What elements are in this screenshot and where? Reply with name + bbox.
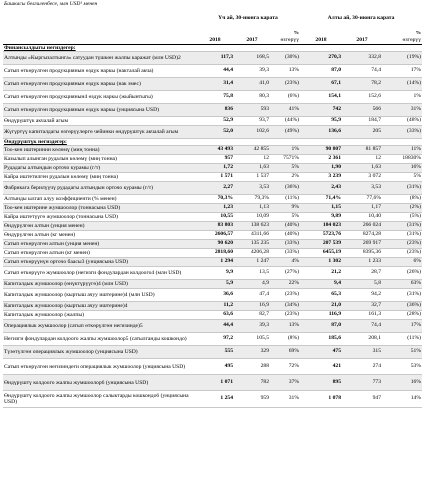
change-h: 63% [382, 280, 422, 289]
value-h-2017: 315 [342, 346, 382, 359]
row-label: Сатып өткөрүлгөн алтын (унция менен) [3, 240, 196, 249]
value-q-2017: 39,3 [234, 65, 270, 78]
change-q: 41% [270, 104, 300, 117]
value-h-2017: 947 [342, 391, 382, 408]
value-h-2018: 270,3 [300, 52, 342, 65]
change-h: 31% [382, 104, 422, 117]
value-q-2018: 5,9 [196, 280, 234, 289]
row-label: Өндүрүлгөн алтын (унция менен) [3, 222, 196, 231]
table-row [3, 302, 422, 311]
table-row [3, 249, 422, 258]
value-q-2017: 288 [234, 359, 270, 375]
row-label: Сатып өткөрүүгө жумшоолор (негизги фондулардан колдоого4 (млн USD) [3, 267, 196, 280]
table-row [3, 155, 422, 164]
value-q-2018: 36,6 [196, 289, 234, 302]
change-q: 13% [270, 320, 300, 333]
value-q-2017: 102,6 [234, 126, 270, 139]
header-six-months: Алты ай, 30-июнга карата [327, 15, 395, 22]
value-h-2017: 274 [342, 359, 382, 375]
value-q-2018: 43 493 [196, 146, 234, 155]
value-h-2017: 161,3 [342, 311, 382, 320]
value-q-2018: 957 [196, 155, 234, 164]
change-h: (33%) [382, 126, 422, 139]
value-q-2018: 31,4 [196, 78, 234, 91]
header-pct-h: % [415, 31, 422, 36]
value-q-2017: 4311,66 [234, 231, 270, 240]
value-q-2018: 63,6 [196, 311, 234, 320]
change-q: 31% [270, 391, 300, 408]
value-q-2018: 555 [196, 346, 234, 359]
change-h: 17% [382, 65, 422, 78]
change-q: 2% [270, 173, 300, 182]
value-q-2017: 80,3 [234, 91, 270, 104]
change-q: (6%) [270, 91, 300, 104]
value-q-2018: 1 294 [196, 258, 234, 267]
table-row [3, 391, 422, 408]
value-h-2018: 475 [300, 346, 342, 359]
value-h-2017: 1,17 [342, 204, 382, 213]
value-q-2018: 495 [196, 359, 234, 375]
value-q-2017: 105,5 [234, 333, 270, 346]
units-note: Башкасы белгиленбесе, млн USD¹ менен [4, 1, 98, 7]
value-h-2017: 566 [342, 104, 382, 117]
value-h-2018: 1,15 [300, 204, 342, 213]
value-h-2017: 12 [342, 155, 382, 164]
change-q: 9% [270, 204, 300, 213]
change-q: (23%) [270, 78, 300, 91]
value-q-2018: 2818,60 [196, 249, 234, 258]
change-h: (19%) [382, 52, 422, 65]
value-h-2017: 94,2 [342, 289, 382, 302]
row-label: Кайра иштетүүгө жумшоолор (тоннасына USD) [3, 213, 196, 222]
value-q-2017: 1 537 [234, 173, 270, 182]
table-body [3, 7, 422, 408]
value-h-2018: 421 [300, 359, 342, 375]
change-h: (48%) [382, 117, 422, 126]
change-q: (34%) [270, 302, 300, 311]
header-change-h: өзгөрүү [382, 37, 422, 45]
value-h-2017: 28,7 [342, 267, 382, 280]
value-q-2017: 135 235 [234, 240, 270, 249]
row-label: Капиталдык жумшоолор (кыртыш ачуу иштерине)4 [3, 302, 196, 311]
value-h-2018: 71,4% [300, 195, 342, 204]
change-h: 11% [382, 146, 422, 155]
value-q-2018: 117,3 [196, 52, 234, 65]
value-h-2018: 90 807 [300, 146, 342, 155]
change-h: (23%) [382, 240, 422, 249]
value-h-2017: 10,40 [342, 213, 382, 222]
change-q: 37% [270, 375, 300, 391]
table-row [3, 359, 422, 375]
value-h-2018: 116,9 [300, 311, 342, 320]
value-h-2018: 67,1 [300, 78, 342, 91]
value-q-2018: 836 [196, 104, 234, 117]
financial-table [3, 7, 422, 408]
value-q-2018: 10,55 [196, 213, 234, 222]
value-h-2018: 87,0 [300, 65, 342, 78]
change-h: (5%) [382, 213, 422, 222]
row-label: Негизги фондулардан колдоого жалпы жумшоолор5 (сатылганды кошкондо) [3, 333, 196, 346]
value-h-2017: 205 [342, 126, 382, 139]
header-year-h-2017: 2017 [342, 37, 382, 45]
change-h: (28%) [382, 311, 422, 320]
value-h-2017: 81 857 [342, 146, 382, 155]
table-row [3, 117, 422, 126]
value-q-2018: 1 254 [196, 391, 234, 408]
table-row [3, 267, 422, 280]
row-label: Казылып алынган рудалын көлөмү (миң тонна) [3, 155, 196, 164]
header-change-q: өзгөрүү [270, 37, 300, 45]
section-header-row [3, 139, 422, 146]
row-label: Капиталдык жумшоолор (жалпы) [3, 311, 196, 320]
value-q-2017: 959 [234, 391, 270, 408]
table-row [3, 311, 422, 320]
value-h-2017: 78,2 [342, 78, 382, 91]
value-q-2017: 82,7 [234, 311, 270, 320]
table-row [3, 289, 422, 302]
row-label: Өндүрүштү колдоого жалпы жумшоолор салыктарды кошкондо6 (унциясына USD) [3, 391, 196, 408]
header-row-years [3, 37, 422, 45]
value-q-2018: 90 620 [196, 240, 234, 249]
change-h: (11%) [382, 333, 422, 346]
value-h-2018: 2,43 [300, 182, 342, 195]
value-h-2017: 8395,36 [342, 249, 382, 258]
value-q-2017: 79,3% [234, 195, 270, 204]
value-h-2018: 136,6 [300, 126, 342, 139]
change-h: 14% [382, 391, 422, 408]
value-h-2018: 3 239 [300, 173, 342, 182]
change-h: (31%) [382, 222, 422, 231]
row-label: Капиталдык жумшоолор (кыртыш ачуу иштерине)4 (млн USD) [3, 289, 196, 302]
value-q-2017: 39,3 [234, 320, 270, 333]
row-label: Сатып өткөрүлгөн негизиндеги операциялык жумшоолор (унциясына USD) [3, 359, 196, 375]
change-q: 22% [270, 280, 300, 289]
value-q-2018: 9,9 [196, 267, 234, 280]
value-q-2017: 16,9 [234, 302, 270, 311]
change-q: 13% [270, 65, 300, 78]
change-q: 4% [270, 258, 300, 267]
change-h: (36%) [382, 302, 422, 311]
value-h-2018: 1 078 [300, 391, 342, 408]
table-row [3, 258, 422, 267]
row-label: Алтынды ылгап алуу коэффициенти (% менен) [3, 195, 196, 204]
value-h-2017: 208,1 [342, 333, 382, 346]
value-q-2018: 44,4 [196, 65, 234, 78]
value-h-2018: 5723,76 [300, 231, 342, 240]
value-q-2017: 47,4 [234, 289, 270, 302]
change-h: 6% [382, 258, 422, 267]
change-q: 5% [270, 213, 300, 222]
header-year-h-2018: 2018 [300, 37, 342, 45]
value-h-2018: 6455,19 [300, 249, 342, 258]
value-h-2017: 5,8 [342, 280, 382, 289]
value-q-2018: 52,9 [196, 117, 234, 126]
value-q-2018: 75,8 [196, 91, 234, 104]
value-h-2017: 3,53 [342, 182, 382, 195]
value-h-2018: 95,9 [300, 117, 342, 126]
value-q-2018: 1,23 [196, 204, 234, 213]
table-row [3, 126, 422, 139]
table-row [3, 320, 422, 333]
change-h: 5% [382, 173, 422, 182]
value-q-2017: 593 [234, 104, 270, 117]
value-h-2017: 77,6% [342, 195, 382, 204]
row-label: Рудадагы алтындын орточо курамы (г/т) [3, 164, 196, 173]
change-h: (31%) [382, 182, 422, 195]
value-q-2017: 4,9 [234, 280, 270, 289]
row-label: Сатып өткөрүлгөн продукциянын өздүк наркы (унциясына USD) [3, 104, 196, 117]
change-q: (33%) [270, 240, 300, 249]
value-h-2018: 9,4 [300, 280, 342, 289]
value-q-2017: 13,5 [234, 267, 270, 280]
table-row [3, 52, 422, 65]
table-row [3, 346, 422, 359]
value-h-2018: 87,0 [300, 320, 342, 333]
value-q-2017: 138 623 [234, 222, 270, 231]
value-q-2018: 1 571 [196, 173, 234, 182]
row-label: Капиталдык жумшоолор (өнүктүрүүгө)4 (млн USD) [3, 280, 196, 289]
change-q: (8%) [270, 333, 300, 346]
value-h-2018: 1,90 [300, 164, 342, 173]
table-row [3, 280, 422, 289]
change-q: (27%) [270, 267, 300, 280]
value-h-2018: 65,3 [300, 289, 342, 302]
table-row [3, 182, 422, 195]
section-title: Өндүрүштүк негиздегер: [3, 139, 422, 146]
row-label: Өндүрүштү колдоого жалпы жумшоолор6 (унциясына USD) [3, 375, 196, 391]
table-row [3, 195, 422, 204]
row-label: Өндүрүштүк акчалай агым [3, 117, 196, 126]
section-title: Финансылдыгы негиздегер: [3, 45, 422, 52]
header-pct-q: % [293, 31, 299, 36]
change-q: (30%) [270, 52, 300, 65]
change-h: 53% [382, 359, 422, 375]
value-h-2017: 152,6 [342, 91, 382, 104]
table-row [3, 333, 422, 346]
change-q: 69% [270, 346, 300, 359]
value-q-2018: 44,4 [196, 320, 234, 333]
value-q-2017: 329 [234, 346, 270, 359]
value-h-2018: 184 023 [300, 222, 342, 231]
value-h-2017: 74,4 [342, 65, 382, 78]
table-row [3, 204, 422, 213]
row-label: Фабрикага берилүүчү рудадагы алтындын орточо курамы (г/т) [3, 182, 196, 195]
table-row [3, 164, 422, 173]
row-label: Операциялык жумшоолор (сатып өткөрүлгөн негизинде)5 [3, 320, 196, 333]
change-h: (31%) [382, 289, 422, 302]
row-label: Сатып өткөрүүнүн орточо баасы3 (унциясына USD) [3, 258, 196, 267]
value-h-2018: 9,89 [300, 213, 342, 222]
change-h: (2%) [382, 204, 422, 213]
table-row [3, 78, 422, 91]
value-h-2018: 207 539 [300, 240, 342, 249]
change-q: 5% [270, 164, 300, 173]
value-h-2017: 1 233 [342, 258, 382, 267]
value-q-2018: 2,27 [196, 182, 234, 195]
value-h-2018: 154,1 [300, 91, 342, 104]
value-h-2017: 3 072 [342, 173, 382, 182]
change-q: (23%) [270, 289, 300, 302]
table-row [3, 213, 422, 222]
row-label: Сатып өткөрүлгөн продукциянын өздүк наркы (накталай акча) [3, 65, 196, 78]
value-q-2017: 12 [234, 155, 270, 164]
change-h: (14%) [382, 78, 422, 91]
change-h: (31%) [382, 231, 422, 240]
header-year-q-2017: 2017 [234, 37, 270, 45]
value-q-2017: 3,53 [234, 182, 270, 195]
row-label: Өндүрүлгөн алтын (кг менен) [3, 231, 196, 240]
change-h: 51% [382, 346, 422, 359]
row-label: Кайра иштетилген рудалын көлөмү (миң тонна) [3, 173, 196, 182]
row-label: Сатып өткөрүлгөн продукциянын өздүк наркы (нак эмес) [3, 78, 196, 91]
change-q: (49%) [270, 126, 300, 139]
table-row [3, 231, 422, 240]
table-row [3, 173, 422, 182]
header-year-q-2018: 2018 [196, 37, 234, 45]
change-q: (40%) [270, 231, 300, 240]
value-h-2018: 21,0 [300, 302, 342, 311]
value-q-2018: 11,2 [196, 302, 234, 311]
change-h: 18830% [382, 155, 422, 164]
value-h-2018: 742 [300, 104, 342, 117]
value-h-2017: 332,8 [342, 52, 382, 65]
change-q: 1% [270, 146, 300, 155]
row-label: Сатып өткөрүлгөн продукциянын4 өздүк наркы (жыйынтыгы) [3, 91, 196, 104]
value-h-2017: 184,7 [342, 117, 382, 126]
change-h: 16% [382, 375, 422, 391]
value-q-2017: 42 855 [234, 146, 270, 155]
value-h-2018: 21,2 [300, 267, 342, 280]
change-q: (23%) [270, 311, 300, 320]
change-h: (23%) [382, 249, 422, 258]
change-q: (11%) [270, 195, 300, 204]
value-q-2017: 782 [234, 375, 270, 391]
value-h-2018: 185,6 [300, 333, 342, 346]
change-q: 7571% [270, 155, 300, 164]
change-h: (8%) [382, 195, 422, 204]
value-h-2017: 1,63 [342, 164, 382, 173]
value-q-2017: 10,09 [234, 213, 270, 222]
change-q: (33%) [270, 249, 300, 258]
row-label: Сатып өткөрүлгөн алтын (кг менен) [3, 249, 196, 258]
value-h-2018: 2 361 [300, 155, 342, 164]
value-q-2018: 2606,57 [196, 231, 234, 240]
value-h-2017: 773 [342, 375, 382, 391]
change-h: 1% [382, 91, 422, 104]
table-row [3, 91, 422, 104]
value-q-2017: 41,0 [234, 78, 270, 91]
row-label: Тоо-кен иштеринин көлөмү (миң тонна) [3, 146, 196, 155]
value-q-2017: 1,63 [234, 164, 270, 173]
table-row [3, 65, 422, 78]
change-q: (36%) [270, 182, 300, 195]
table-row [3, 146, 422, 155]
table-row [3, 375, 422, 391]
value-q-2018: 83 803 [196, 222, 234, 231]
value-q-2018: 97,2 [196, 333, 234, 346]
change-q: 72% [270, 359, 300, 375]
value-q-2017: 93,7 [234, 117, 270, 126]
header-three-months: Үч ай, 30-июнга карата [218, 15, 278, 22]
value-h-2018: 1 302 [300, 258, 342, 267]
value-q-2017: 4206,28 [234, 249, 270, 258]
row-label: Тоо-кен иштерине жумшоолор (тоннасына USD) [3, 204, 196, 213]
change-q: (40%) [270, 222, 300, 231]
value-h-2017: 32,7 [342, 302, 382, 311]
change-q: (44%) [270, 117, 300, 126]
change-h: 17% [382, 320, 422, 333]
row-label: Жүгүртүү капиталдагы өзгөрүүлөргө чейинки өндүрүштүк акчалай агым [3, 126, 196, 139]
value-h-2018: 895 [300, 375, 342, 391]
value-q-2018: 1 071 [196, 375, 234, 391]
header-row-periods [3, 7, 422, 31]
value-h-2017: 269 917 [342, 240, 382, 249]
value-h-2017: 8274,28 [342, 231, 382, 240]
value-q-2018: 52,0 [196, 126, 234, 139]
value-h-2017: 266 024 [342, 222, 382, 231]
table-row [3, 104, 422, 117]
value-q-2017: 168,5 [234, 52, 270, 65]
change-h: (26%) [382, 267, 422, 280]
table-row [3, 240, 422, 249]
row-label: Алтынды «Кыргызалтынга» сатуудан түшкөн жалпы каражат (млн USD)2 [3, 52, 196, 65]
table-row [3, 222, 422, 231]
value-q-2018: 70,3% [196, 195, 234, 204]
value-q-2018: 1,72 [196, 164, 234, 173]
change-h: 16% [382, 164, 422, 173]
value-h-2017: 74,4 [342, 320, 382, 333]
section-header-row [3, 45, 422, 52]
value-q-2017: 1 247 [234, 258, 270, 267]
value-q-2017: 1,13 [234, 204, 270, 213]
row-label: Түзөтүлгөн операциялык жумшоолор (унциясына USD) [3, 346, 196, 359]
